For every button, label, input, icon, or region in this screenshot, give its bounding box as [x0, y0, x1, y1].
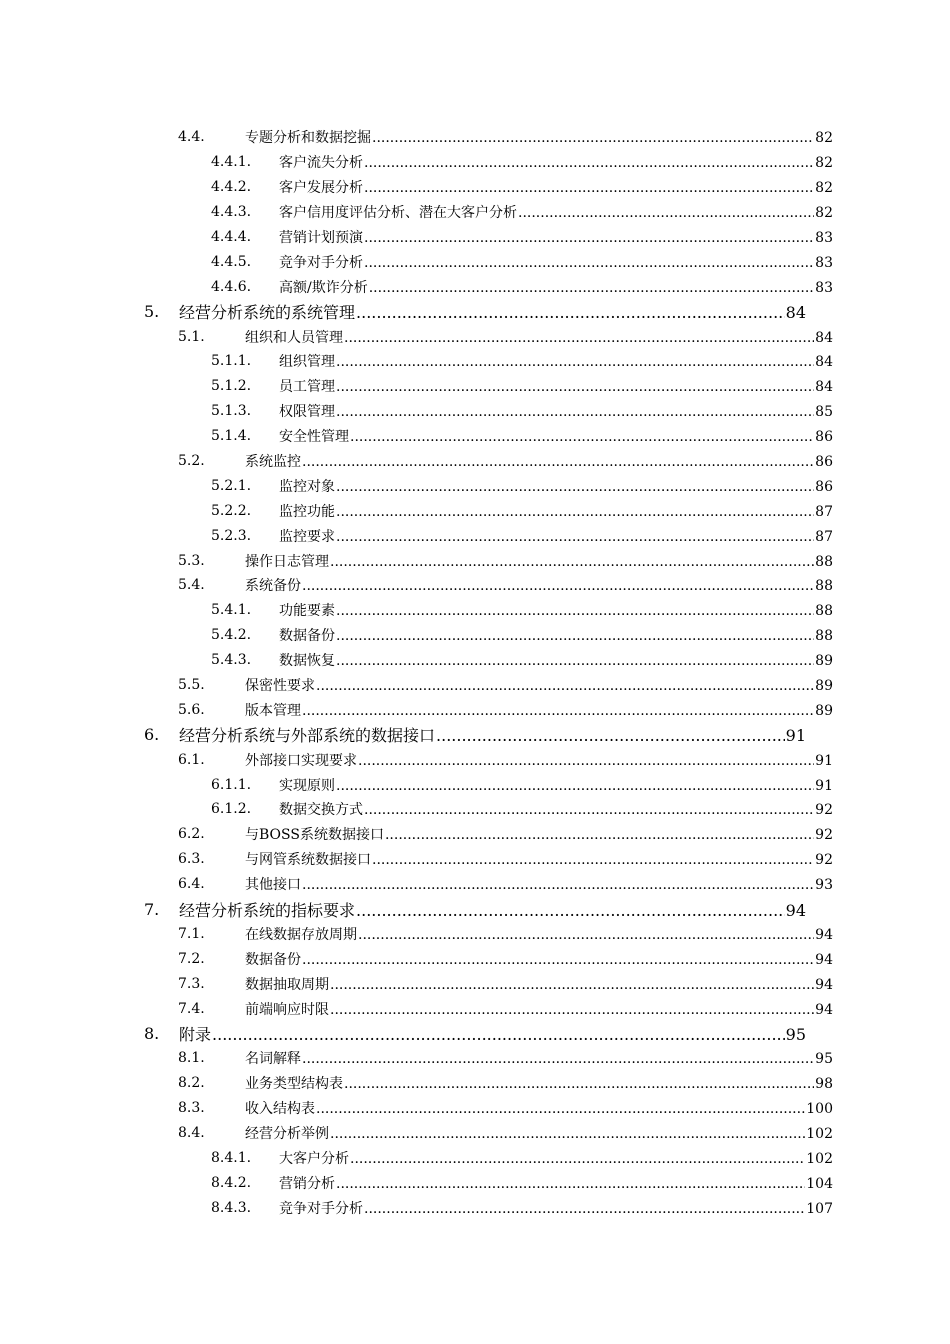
table-of-contents — [0, 125, 950, 1220]
toc-entry-title: 监控要求 — [279, 528, 335, 545]
toc-entry-body — [279, 277, 833, 297]
toc-leader-dots — [302, 703, 814, 719]
toc-leader-dots — [316, 678, 814, 694]
toc-entry-page: 89 — [815, 653, 833, 670]
toc-entry-number: 4.4. — [178, 129, 205, 146]
toc-entry-title: 数据恢复 — [279, 653, 335, 670]
toc-entry-body — [279, 799, 833, 819]
toc-entry-body — [179, 723, 806, 746]
toc-entry[interactable] — [0, 822, 950, 847]
toc-leader-dots — [330, 554, 814, 570]
toc-entry-number: 4.4.1. — [211, 154, 252, 171]
toc-entry-number: 8.1. — [178, 1050, 205, 1067]
toc-entry[interactable] — [0, 1046, 950, 1071]
toc-entry-title: 数据备份 — [279, 628, 335, 645]
toc-entry-title: 与网管系统数据接口 — [245, 852, 371, 869]
toc-entry-page: 92 — [815, 852, 833, 869]
toc-entry[interactable] — [0, 1195, 950, 1220]
toc-entry-title: 其他接口 — [245, 877, 301, 894]
toc-entry-title: 营销计划预演 — [279, 230, 363, 246]
toc-leader-dots — [364, 180, 814, 196]
toc-entry-number: 7.4. — [178, 1000, 205, 1017]
toc-leader-dots — [436, 726, 785, 745]
toc-entry-body — [245, 949, 833, 969]
toc-entry-body — [245, 974, 833, 994]
toc-entry[interactable] — [0, 722, 950, 747]
toc-entry-page: 84 — [785, 303, 806, 323]
toc-entry-title: 与BOSS系统数据接口 — [245, 827, 384, 844]
toc-entry-title: 监控功能 — [279, 503, 335, 520]
toc-leader-dots — [302, 877, 814, 893]
toc-entry-body — [245, 874, 833, 894]
toc-entry-title: 安全性管理 — [279, 429, 349, 446]
toc-entry-title: 版本管理 — [245, 702, 301, 719]
toc-leader-dots — [356, 303, 785, 322]
toc-entry-title: 实现原则 — [279, 777, 335, 794]
toc-entry-page: 82 — [815, 180, 833, 197]
toc-entry-body — [245, 924, 833, 944]
toc-entry-title: 功能要素 — [279, 603, 335, 620]
toc-entry[interactable] — [0, 175, 950, 200]
toc-leader-dots — [372, 130, 814, 146]
toc-entry-page: 92 — [815, 827, 833, 844]
toc-leader-dots — [336, 778, 814, 794]
toc-entry-number: 8.4. — [178, 1125, 205, 1142]
toc-entry-title: 权限管理 — [279, 404, 335, 421]
toc-entry-body — [279, 526, 833, 546]
toc-entry-page: 93 — [815, 877, 833, 894]
toc-leader-dots — [372, 852, 814, 868]
toc-entry-page: 82 — [815, 130, 833, 147]
toc-leader-dots — [302, 1051, 814, 1067]
toc-entry-body — [279, 1173, 833, 1193]
toc-entry-number: 5. — [144, 302, 160, 322]
toc-entry-body — [279, 600, 833, 620]
toc-entry-title: 名词解释 — [245, 1051, 301, 1068]
toc-leader-dots — [336, 529, 814, 545]
toc-entry-number: 7.3. — [178, 975, 205, 992]
toc-entry[interactable] — [0, 623, 950, 648]
toc-entry-body — [245, 1098, 833, 1118]
toc-entry-number: 5.2.2. — [211, 502, 252, 519]
toc-entry[interactable] — [0, 1021, 950, 1046]
toc-entry-number: 5.5. — [178, 677, 205, 694]
toc-entry-page: 94 — [785, 900, 806, 920]
toc-entry-title: 组织管理 — [279, 354, 335, 371]
toc-leader-dots — [336, 603, 814, 619]
toc-entry-page: 95 — [815, 1051, 833, 1068]
toc-entry-page: 83 — [815, 230, 833, 246]
toc-entry-title: 客户信用度评估分析、潜在大客户分析 — [279, 205, 517, 222]
toc-entry-body — [279, 426, 833, 446]
toc-entry-title: 操作日志管理 — [245, 553, 329, 570]
toc-leader-dots — [336, 354, 814, 370]
toc-entry-number: 5.1.2. — [211, 378, 252, 395]
toc-entry-page: 98 — [815, 1076, 833, 1093]
toc-entry[interactable] — [0, 1121, 950, 1146]
toc-entry-page: 94 — [815, 926, 833, 943]
toc-leader-dots — [336, 479, 814, 495]
toc-leader-dots — [364, 230, 814, 246]
toc-entry-number: 8.2. — [178, 1075, 205, 1092]
toc-entry[interactable] — [0, 274, 950, 299]
toc-leader-dots — [302, 952, 814, 968]
toc-entry-body — [279, 351, 833, 371]
toc-entry-number: 4.4.5. — [211, 253, 252, 270]
toc-entry[interactable] — [0, 374, 950, 399]
toc-entry-body — [245, 999, 833, 1019]
toc-leader-dots — [330, 977, 814, 993]
toc-entry-body — [279, 650, 833, 670]
toc-leader-dots — [330, 1126, 805, 1142]
toc-entry-number: 5.1.1. — [211, 353, 252, 370]
toc-entry-body — [245, 675, 833, 695]
toc-entry-page: 87 — [815, 503, 833, 520]
toc-entry-page: 88 — [815, 578, 833, 595]
toc-entry-number: 6.3. — [178, 851, 205, 868]
toc-entry[interactable] — [0, 1170, 950, 1195]
toc-leader-dots — [350, 429, 814, 445]
toc-entry[interactable] — [0, 200, 950, 225]
toc-entry-title: 经营分析系统的系统管理 — [179, 303, 356, 323]
toc-entry-title: 员工管理 — [279, 379, 335, 396]
toc-entry-body — [279, 476, 833, 496]
toc-entry[interactable] — [0, 872, 950, 897]
toc-entry[interactable] — [0, 971, 950, 996]
toc-entry-body — [279, 625, 833, 645]
toc-entry-body — [279, 376, 833, 396]
toc-entry-page: 84 — [815, 354, 833, 371]
toc-entry-number: 4.4.6. — [211, 278, 252, 295]
toc-entry[interactable] — [0, 125, 950, 150]
toc-entry-number: 6. — [144, 725, 160, 745]
toc-entry[interactable] — [0, 399, 950, 424]
toc-entry-body — [179, 1022, 806, 1045]
toc-entry-title: 客户流失分析 — [279, 155, 363, 172]
toc-entry[interactable] — [0, 1071, 950, 1096]
toc-entry-body — [245, 700, 833, 720]
toc-entry-title: 竞争对手分析 — [279, 254, 363, 271]
toc-entry-number: 4.4.3. — [211, 204, 252, 221]
toc-leader-dots — [336, 628, 814, 644]
toc-entry-page: 82 — [815, 205, 833, 222]
toc-entry-page: 91 — [815, 777, 833, 794]
toc-entry-number: 5.2.1. — [211, 477, 252, 494]
toc-entry-body — [179, 898, 806, 921]
toc-entry[interactable] — [0, 573, 950, 598]
toc-entry[interactable] — [0, 150, 950, 175]
toc-entry-title: 系统监控 — [245, 454, 301, 471]
toc-entry[interactable] — [0, 225, 950, 250]
toc-entry-page: 92 — [815, 802, 833, 819]
toc-entry-title: 数据抽取周期 — [245, 976, 329, 993]
toc-entry-number: 5.4.1. — [211, 602, 252, 619]
toc-leader-dots — [344, 330, 814, 346]
toc-leader-dots — [518, 205, 814, 221]
toc-entry-page: 89 — [815, 678, 833, 695]
toc-leader-dots — [364, 255, 814, 271]
toc-entry-body — [179, 300, 806, 323]
toc-entry[interactable] — [0, 797, 950, 822]
toc-entry-number: 6.4. — [178, 876, 205, 893]
toc-entry-title: 保密性要求 — [245, 678, 315, 695]
toc-entry-title: 外部接口实现要求 — [245, 752, 357, 769]
toc-leader-dots — [336, 379, 814, 395]
toc-entry-title: 前端响应时限 — [245, 1001, 329, 1018]
toc-leader-dots — [358, 753, 814, 769]
toc-entry-number: 8.3. — [178, 1100, 205, 1117]
toc-entry-body — [245, 824, 833, 844]
toc-entry-page: 87 — [815, 528, 833, 545]
toc-entry-number: 5.1.3. — [211, 403, 252, 420]
toc-leader-dots — [385, 827, 814, 843]
toc-entry-body — [279, 401, 833, 421]
toc-entry[interactable] — [0, 299, 950, 324]
toc-entry[interactable] — [0, 249, 950, 274]
toc-entry-title: 业务类型结构表 — [245, 1076, 343, 1093]
toc-entry-body — [279, 1198, 833, 1218]
toc-entry-number: 5.1. — [178, 328, 205, 345]
toc-entry-page: 94 — [815, 951, 833, 968]
toc-leader-dots — [336, 404, 814, 420]
toc-entry-number: 8.4.3. — [211, 1199, 252, 1216]
toc-leader-dots — [302, 454, 814, 470]
toc-entry-number: 4.4.4. — [211, 229, 252, 245]
toc-entry-page: 84 — [815, 379, 833, 396]
toc-entry-number: 8. — [144, 1024, 160, 1043]
toc-entry-title: 高额/欺诈分析 — [279, 279, 368, 296]
toc-entry-number: 5.4. — [178, 577, 205, 594]
toc-entry-body — [279, 177, 833, 197]
toc-entry-body — [245, 575, 833, 595]
toc-entry-page: 94 — [815, 1001, 833, 1018]
toc-entry-number: 5.6. — [178, 701, 205, 718]
toc-entry-page: 91 — [815, 752, 833, 769]
toc-entry-page: 86 — [815, 454, 833, 471]
toc-entry-body — [279, 227, 833, 247]
toc-entry-title: 大客户分析 — [279, 1150, 349, 1167]
toc-entry-number: 6.1.2. — [211, 801, 252, 818]
toc-entry-page: 91 — [785, 726, 806, 746]
toc-entry-title: 经营分析系统与外部系统的数据接口 — [179, 726, 436, 746]
toc-leader-dots — [316, 1101, 805, 1117]
toc-entry[interactable] — [0, 847, 950, 872]
toc-entry[interactable] — [0, 697, 950, 722]
toc-entry-number: 6.1. — [178, 751, 205, 768]
toc-leader-dots — [358, 927, 814, 943]
toc-entry[interactable] — [0, 673, 950, 698]
toc-entry[interactable] — [0, 648, 950, 673]
toc-entry-body — [245, 327, 833, 347]
toc-entry-page: 84 — [815, 329, 833, 346]
toc-entry-page: 102 — [806, 1150, 833, 1167]
toc-entry-page: 104 — [806, 1175, 833, 1192]
toc-leader-dots — [344, 1076, 814, 1092]
toc-entry-page: 85 — [815, 404, 833, 421]
toc-entry-page: 102 — [806, 1126, 833, 1143]
toc-entry-title: 数据备份 — [245, 951, 301, 968]
toc-leader-dots — [369, 280, 814, 296]
toc-entry-number: 4.4.2. — [211, 179, 252, 196]
toc-entry-body — [245, 1073, 833, 1093]
toc-entry-page: 86 — [815, 429, 833, 446]
toc-entry-title: 数据交换方式 — [279, 802, 363, 819]
toc-entry[interactable] — [0, 523, 950, 548]
toc-entry[interactable] — [0, 922, 950, 947]
toc-entry[interactable] — [0, 1096, 950, 1121]
toc-leader-dots — [330, 1002, 814, 1018]
toc-leader-dots — [364, 155, 814, 171]
toc-entry-page: 83 — [815, 254, 833, 271]
toc-entry-number: 5.2. — [178, 453, 205, 470]
toc-leader-dots — [336, 1176, 805, 1192]
toc-entry-title: 附录 — [179, 1025, 212, 1044]
toc-entry[interactable] — [0, 473, 950, 498]
toc-entry[interactable] — [0, 498, 950, 523]
toc-entry-body — [279, 501, 833, 521]
toc-entry-number: 5.4.3. — [211, 652, 252, 669]
toc-entry-page: 88 — [815, 628, 833, 645]
toc-entry[interactable] — [0, 324, 950, 349]
toc-entry-body — [279, 775, 833, 795]
toc-entry-page: 86 — [815, 478, 833, 495]
toc-entry-page: 89 — [815, 702, 833, 719]
toc-entry[interactable] — [0, 1146, 950, 1171]
toc-entry-number: 8.4.1. — [211, 1149, 252, 1166]
toc-entry-number: 8.4.2. — [211, 1174, 252, 1191]
toc-leader-dots — [302, 578, 814, 594]
toc-entry-page: 107 — [806, 1200, 833, 1217]
toc-entry-title: 组织和人员管理 — [245, 329, 343, 346]
toc-leader-dots — [350, 1151, 805, 1167]
toc-entry-number: 6.2. — [178, 826, 205, 843]
toc-entry-body — [245, 451, 833, 471]
toc-entry-title: 竞争对手分析 — [279, 1200, 363, 1217]
toc-entry-number: 7. — [144, 899, 160, 919]
toc-leader-dots — [212, 1025, 785, 1044]
toc-entry-number: 7.1. — [178, 925, 205, 942]
toc-entry[interactable] — [0, 349, 950, 374]
toc-leader-dots — [364, 802, 814, 818]
toc-entry-body — [245, 750, 833, 770]
toc-entry-body — [245, 849, 833, 869]
toc-entry[interactable] — [0, 946, 950, 971]
toc-entry-number: 5.3. — [178, 552, 205, 569]
toc-entry-number: 5.4.2. — [211, 627, 252, 644]
toc-entry-number: 7.2. — [178, 950, 205, 967]
toc-entry[interactable] — [0, 449, 950, 474]
toc-entry-title: 监控对象 — [279, 478, 335, 495]
toc-entry-title: 经营分析举例 — [245, 1126, 329, 1143]
toc-entry[interactable] — [0, 598, 950, 623]
toc-entry-title: 专题分析和数据挖掘 — [245, 130, 371, 147]
toc-entry-body — [279, 1148, 833, 1168]
toc-entry-title: 营销分析 — [279, 1175, 335, 1192]
toc-entry-page: 82 — [815, 155, 833, 172]
toc-entry-title: 经营分析系统的指标要求 — [179, 900, 356, 920]
toc-entry-number: 6.1.1. — [211, 776, 252, 793]
toc-entry-number: 5.1.4. — [211, 428, 252, 445]
toc-entry[interactable] — [0, 772, 950, 797]
toc-leader-dots — [336, 653, 814, 669]
toc-entry-title: 客户发展分析 — [279, 180, 363, 197]
toc-entry-body — [245, 1123, 833, 1143]
toc-entry[interactable] — [0, 897, 950, 922]
toc-entry-title: 在线数据存放周期 — [245, 926, 357, 943]
toc-entry-page: 88 — [815, 603, 833, 620]
toc-leader-dots — [356, 901, 785, 920]
toc-entry-page: 95 — [785, 1025, 806, 1044]
toc-entry-title: 系统备份 — [245, 578, 301, 595]
toc-leader-dots — [336, 504, 814, 520]
toc-entry-body — [245, 1048, 833, 1068]
toc-entry[interactable] — [0, 747, 950, 772]
toc-entry-page: 100 — [806, 1101, 833, 1118]
toc-entry-body — [279, 252, 833, 272]
toc-entry-page: 94 — [815, 976, 833, 993]
toc-entry[interactable] — [0, 548, 950, 573]
toc-entry-page: 83 — [815, 279, 833, 296]
toc-entry-page: 88 — [815, 553, 833, 570]
toc-entry-body — [279, 202, 833, 222]
toc-entry[interactable] — [0, 996, 950, 1021]
toc-leader-dots — [364, 1201, 805, 1217]
toc-entry-body — [245, 127, 833, 147]
toc-entry-body — [279, 152, 833, 172]
toc-entry[interactable] — [0, 424, 950, 449]
toc-entry-body — [245, 551, 833, 571]
toc-entry-number: 5.2.3. — [211, 527, 252, 544]
toc-entry-title: 收入结构表 — [245, 1101, 315, 1118]
